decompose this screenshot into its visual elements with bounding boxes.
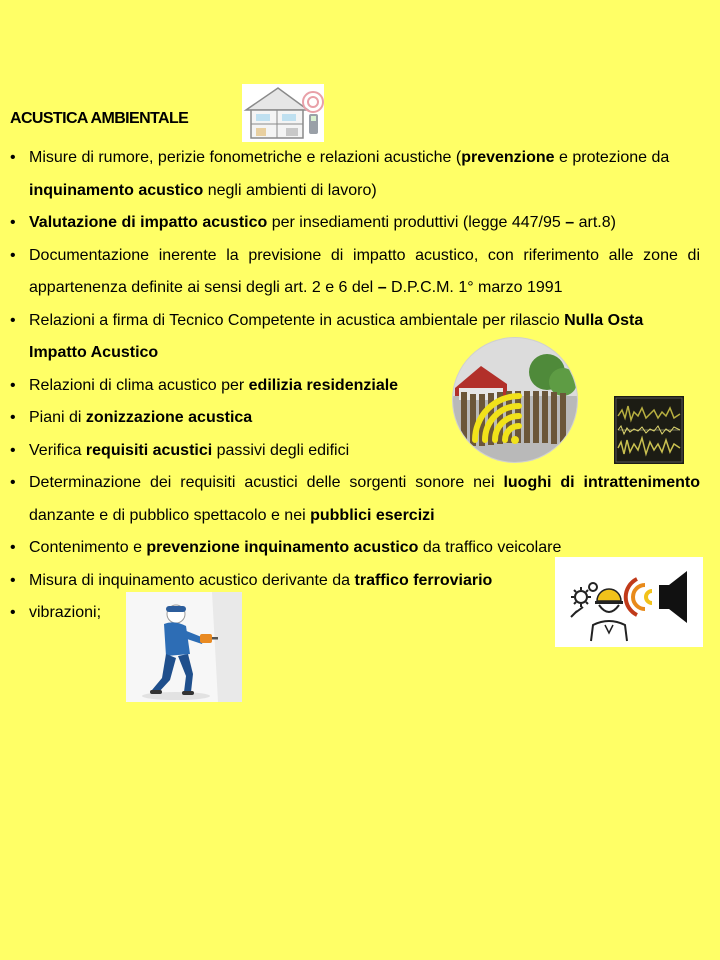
list-item bbox=[10, 435, 700, 468]
item-text: D.P.C.M. 1° marzo 1991 bbox=[386, 279, 563, 296]
list-item bbox=[10, 402, 700, 435]
item-text: per insediamenti produttivi (legge 447/95 bbox=[267, 214, 566, 231]
residential-noise-image bbox=[451, 336, 579, 464]
house-sound-image bbox=[242, 84, 324, 142]
list-item bbox=[10, 370, 700, 403]
bold-text: Valutazione di impatto acustico bbox=[29, 214, 268, 231]
item-text: Relazioni a firma di Tecnico Competente in acustica ambientale per rilascio bbox=[29, 311, 565, 329]
bold-text: requisiti acustici bbox=[85, 441, 213, 459]
item-text: Contenimento e bbox=[29, 539, 147, 556]
item-text: Documentazione inerente la previsione di impatto acustico, con riferimento alle zone di appartenenza definite ai sensi degli art. 2 e 6 del bbox=[29, 246, 700, 296]
list-item bbox=[10, 240, 700, 305]
bold-text: inquinamento acustico bbox=[29, 181, 204, 199]
item-text: da traffico veicolare bbox=[418, 539, 562, 556]
item-text: Relazioni di clima acustico per bbox=[29, 376, 249, 394]
list-item bbox=[10, 305, 700, 370]
bold-text: traffico ferroviario bbox=[354, 571, 493, 589]
item-text: passivi degli edifici bbox=[212, 441, 350, 459]
list-item bbox=[10, 207, 700, 240]
bold-text: prevenzione bbox=[461, 149, 555, 166]
item-text: e protezione da bbox=[554, 149, 670, 166]
bold-text: edilizia residenziale bbox=[248, 376, 399, 394]
item-text: art.8) bbox=[574, 214, 616, 231]
item-text: danzante e di pubblico spettacolo e nei bbox=[29, 506, 311, 524]
item-text: Piani di bbox=[29, 409, 86, 426]
worker-drilling-image bbox=[126, 592, 242, 702]
bold-text: luoghi di intrattenimento bbox=[503, 474, 700, 491]
item-text: vibrazioni; bbox=[29, 604, 102, 621]
item-text: negli ambienti di lavoro) bbox=[203, 181, 377, 199]
bold-text: zonizzazione acustica bbox=[85, 409, 253, 426]
item-text: Misure di rumore, perizie fonometriche e relazioni acustiche ( bbox=[29, 149, 462, 166]
bold-text: – bbox=[377, 279, 387, 296]
item-text: Verifica bbox=[29, 441, 86, 459]
list-item bbox=[10, 142, 700, 207]
bold-text: – bbox=[565, 214, 575, 231]
item-text: Determinazione dei requisiti acustici delle sorgenti sonore nei bbox=[29, 474, 504, 491]
bold-text: Nulla Osta Impatto Acustico bbox=[29, 311, 644, 361]
section-title: ACUSTICA AMBIENTALE bbox=[10, 110, 189, 127]
bold-text: pubblici esercizi bbox=[310, 506, 435, 524]
noise-speaker-image bbox=[555, 557, 703, 647]
item-text: Misura di inquinamento acustico derivante da bbox=[29, 571, 355, 589]
audio-waveform-image bbox=[614, 396, 684, 464]
bold-text: prevenzione inquinamento acustico bbox=[146, 539, 419, 556]
list-item bbox=[10, 467, 700, 532]
